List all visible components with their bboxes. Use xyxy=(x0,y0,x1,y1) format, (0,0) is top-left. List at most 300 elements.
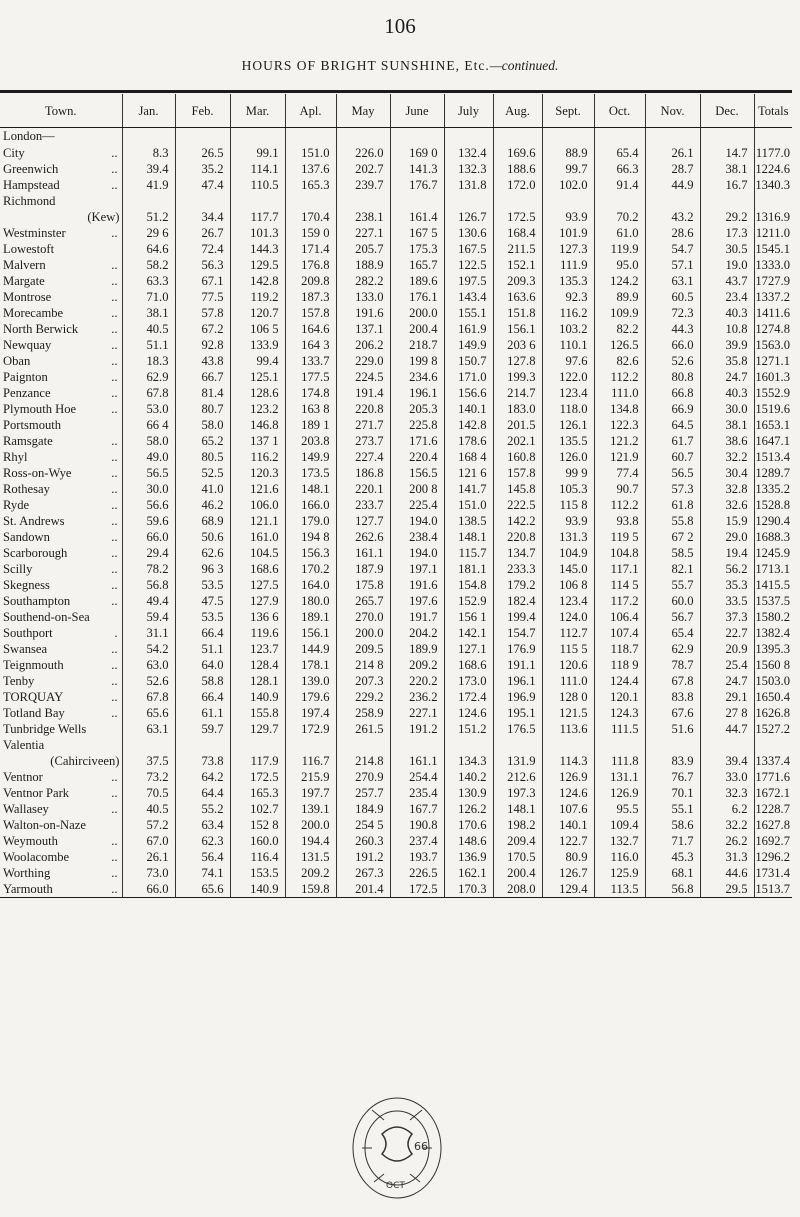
leader-dots: .. xyxy=(111,769,118,784)
month-cell: 73.0 xyxy=(122,865,175,881)
column-header: Totals xyxy=(754,94,792,128)
town-name: Penzance xyxy=(3,385,51,400)
month-cell: 58.0 xyxy=(122,433,175,449)
month-cell xyxy=(122,737,175,753)
table-row xyxy=(0,369,792,385)
town-name: Ventnor Park xyxy=(3,785,70,800)
month-cell: 120.6 xyxy=(542,657,594,673)
month-cell: 10.8 xyxy=(700,321,754,337)
town-name: Greenwich xyxy=(3,161,59,176)
month-cell: 24.7 xyxy=(700,673,754,689)
month-cell: 133.9 xyxy=(230,337,285,353)
month-cell: 237.4 xyxy=(390,833,444,849)
empty-cell xyxy=(493,128,542,145)
month-cell: 66.4 xyxy=(175,689,230,705)
month-cell: 202.7 xyxy=(336,161,390,177)
town-cell xyxy=(0,145,122,161)
town-name: Weymouth xyxy=(3,833,58,848)
month-cell: 133.7 xyxy=(285,353,336,369)
month-cell: 126.0 xyxy=(542,449,594,465)
town-cell xyxy=(0,817,122,833)
month-cell: 82.2 xyxy=(594,321,645,337)
month-cell: 123.4 xyxy=(542,593,594,609)
town-name: Tunbridge Wells xyxy=(3,721,87,736)
leader-dots: .. xyxy=(111,801,118,816)
table-row xyxy=(0,513,792,529)
month-cell: 200.4 xyxy=(493,865,542,881)
month-cell: 56.8 xyxy=(645,881,700,897)
town-cell xyxy=(0,321,122,337)
month-cell: 55.1 xyxy=(645,801,700,817)
month-cell: 161.1 xyxy=(336,545,390,561)
town-name: Valentia xyxy=(3,737,45,752)
month-cell: 71.7 xyxy=(645,833,700,849)
month-cell xyxy=(594,737,645,753)
month-cell: 80.7 xyxy=(175,401,230,417)
month-cell: 145.0 xyxy=(542,561,594,577)
month-cell: 199.4 xyxy=(493,609,542,625)
month-cell: 142.2 xyxy=(493,513,542,529)
month-cell: 62.9 xyxy=(645,641,700,657)
month-cell: 197.1 xyxy=(390,561,444,577)
month-cell: 26.7 xyxy=(175,225,230,241)
total-cell: 1713.1 xyxy=(755,561,790,576)
month-cell xyxy=(230,193,285,209)
month-cell: 214.8 xyxy=(336,753,390,769)
leader-dots: .. xyxy=(111,497,118,512)
month-cell: 200 8 xyxy=(390,481,444,497)
month-cell: 118 9 xyxy=(594,657,645,673)
town-name: Southport xyxy=(3,625,53,640)
month-cell: 140.1 xyxy=(444,401,493,417)
total-cell xyxy=(754,193,792,209)
month-cell: 168 4 xyxy=(444,449,493,465)
month-cell: 220.2 xyxy=(390,673,444,689)
town-name: Malvern xyxy=(3,257,46,272)
total-cell: 1528.8 xyxy=(755,497,790,512)
month-cell: 238.1 xyxy=(336,209,390,225)
total-cell xyxy=(754,737,792,753)
month-cell: 49.0 xyxy=(122,449,175,465)
month-cell: 153.5 xyxy=(230,865,285,881)
month-cell: 182.4 xyxy=(493,593,542,609)
table-row xyxy=(0,657,792,673)
total-cell: 1211.0 xyxy=(755,225,790,240)
month-cell: 28.7 xyxy=(645,161,700,177)
month-cell: 56.6 xyxy=(122,497,175,513)
month-cell: 102.7 xyxy=(230,801,285,817)
leader-dots: .. xyxy=(111,289,118,304)
month-cell: 58.2 xyxy=(122,257,175,273)
town-cell xyxy=(0,785,122,801)
leader-dots: .. xyxy=(111,785,118,800)
total-cell: 1537.5 xyxy=(755,593,790,608)
month-cell: 56.2 xyxy=(700,561,754,577)
town-name: (Cahirciveen) xyxy=(50,753,120,768)
month-cell: 73.8 xyxy=(175,753,230,769)
month-cell: 61.0 xyxy=(594,225,645,241)
month-cell: 32.3 xyxy=(700,785,754,801)
table-row xyxy=(0,561,792,577)
month-cell: 80.5 xyxy=(175,449,230,465)
month-cell: 47.5 xyxy=(175,593,230,609)
month-cell: 76.7 xyxy=(645,769,700,785)
town-cell xyxy=(0,177,122,193)
empty-cell xyxy=(175,128,230,145)
month-cell: 14.7 xyxy=(700,145,754,161)
month-cell: 60.0 xyxy=(645,593,700,609)
month-cell: 117.2 xyxy=(594,593,645,609)
month-cell: 189.9 xyxy=(390,641,444,657)
table-row xyxy=(0,193,792,209)
town-cell xyxy=(0,593,122,609)
month-cell: 127.3 xyxy=(542,241,594,257)
column-header: May xyxy=(336,94,390,128)
total-cell: 1289.7 xyxy=(755,465,790,480)
month-cell: 68.1 xyxy=(645,865,700,881)
leader-dots: .. xyxy=(111,273,118,288)
month-cell: 265.7 xyxy=(336,593,390,609)
month-cell: 64.2 xyxy=(175,769,230,785)
month-cell: 128.6 xyxy=(230,385,285,401)
leader-dots: .. xyxy=(111,513,118,528)
month-cell: 172.5 xyxy=(390,881,444,897)
month-cell: 17.3 xyxy=(700,225,754,241)
month-cell: 191.1 xyxy=(493,657,542,673)
month-cell: 161.1 xyxy=(390,753,444,769)
total-cell: 1545.1 xyxy=(755,241,790,256)
month-cell: 61.8 xyxy=(645,497,700,513)
month-cell: 126.2 xyxy=(444,801,493,817)
month-cell: 170.5 xyxy=(493,849,542,865)
month-cell: 186.8 xyxy=(336,465,390,481)
month-cell: 80.8 xyxy=(645,369,700,385)
month-cell: 91.4 xyxy=(594,177,645,193)
month-cell: 116.2 xyxy=(230,449,285,465)
month-cell: 239.7 xyxy=(336,177,390,193)
month-cell: 204.2 xyxy=(390,625,444,641)
table-row xyxy=(0,641,792,657)
total-cell: 1503.0 xyxy=(755,673,790,688)
month-cell: 140.9 xyxy=(230,881,285,897)
month-cell: 67 2 xyxy=(645,529,700,545)
table-row xyxy=(0,577,792,593)
month-cell: 131.9 xyxy=(493,753,542,769)
month-cell: 104.5 xyxy=(230,545,285,561)
month-cell: 273.7 xyxy=(336,433,390,449)
town-name: Portsmouth xyxy=(3,417,62,432)
table-row xyxy=(0,625,792,641)
total-cell: 1692.7 xyxy=(755,833,790,848)
column-header: Feb. xyxy=(175,94,230,128)
month-cell: 189 1 xyxy=(285,417,336,433)
month-cell: 64.0 xyxy=(175,657,230,673)
town-name: Rothesay xyxy=(3,481,50,496)
month-cell: 187.9 xyxy=(336,561,390,577)
month-cell: 209.3 xyxy=(493,273,542,289)
library-stamp xyxy=(342,1090,452,1204)
header-row xyxy=(0,94,792,128)
month-cell: 65.6 xyxy=(175,881,230,897)
month-cell: 38.1 xyxy=(122,305,175,321)
month-cell: 39.4 xyxy=(700,753,754,769)
empty-cell xyxy=(645,128,700,145)
month-cell: 199.3 xyxy=(493,369,542,385)
month-cell: 270.0 xyxy=(336,609,390,625)
empty-cell xyxy=(700,128,754,145)
month-cell: 121 6 xyxy=(444,465,493,481)
month-cell: 199 8 xyxy=(390,353,444,369)
month-cell: 120.7 xyxy=(230,305,285,321)
month-cell: 188.9 xyxy=(336,257,390,273)
table-row xyxy=(0,801,792,817)
month-cell: 176.1 xyxy=(390,289,444,305)
month-cell: 56.4 xyxy=(175,849,230,865)
table-row xyxy=(0,417,792,433)
month-cell: 65.6 xyxy=(122,705,175,721)
month-cell: 214.7 xyxy=(493,385,542,401)
month-cell: 176.7 xyxy=(390,177,444,193)
month-cell: 191.4 xyxy=(336,385,390,401)
month-cell: 260.3 xyxy=(336,833,390,849)
month-cell: 53.5 xyxy=(175,577,230,593)
month-cell: 159 0 xyxy=(285,225,336,241)
town-cell xyxy=(0,705,122,721)
month-cell: 34.4 xyxy=(175,209,230,225)
month-cell: 262.6 xyxy=(336,529,390,545)
month-cell: 156.3 xyxy=(285,545,336,561)
column-header: Oct. xyxy=(594,94,645,128)
leader-dots: .. xyxy=(111,465,118,480)
month-cell: 33.5 xyxy=(700,593,754,609)
total-cell: 1337.4 xyxy=(755,753,790,768)
month-cell: 57.3 xyxy=(645,481,700,497)
month-cell: 67.2 xyxy=(175,321,230,337)
town-name: Wallasey xyxy=(3,801,49,816)
month-cell: 64.6 xyxy=(122,241,175,257)
town-name: Southampton xyxy=(3,593,71,608)
month-cell: 156.5 xyxy=(390,465,444,481)
total-cell: 1411.6 xyxy=(755,305,790,320)
month-cell: 172.4 xyxy=(444,689,493,705)
month-cell xyxy=(444,193,493,209)
month-cell: 40.3 xyxy=(700,305,754,321)
month-cell: 222.5 xyxy=(493,497,542,513)
leader-dots: .. xyxy=(111,577,118,592)
table-row xyxy=(0,401,792,417)
town-cell xyxy=(0,257,122,273)
empty-cell xyxy=(285,128,336,145)
month-cell: 200.0 xyxy=(336,625,390,641)
month-cell: 224.5 xyxy=(336,369,390,385)
month-cell: 63.4 xyxy=(175,817,230,833)
month-cell: 116.4 xyxy=(230,849,285,865)
month-cell: 191.6 xyxy=(336,305,390,321)
leader-dots: .. xyxy=(111,321,118,336)
month-cell: 119.9 xyxy=(594,241,645,257)
month-cell: 67.1 xyxy=(175,273,230,289)
month-cell: 26.5 xyxy=(175,145,230,161)
empty-cell xyxy=(230,128,285,145)
month-cell: 77.4 xyxy=(594,465,645,481)
leader-dots: .. xyxy=(111,561,118,576)
month-cell: 181.1 xyxy=(444,561,493,577)
month-cell: 90.7 xyxy=(594,481,645,497)
month-cell: 57.8 xyxy=(175,305,230,321)
town-cell xyxy=(0,673,122,689)
month-cell: 203.8 xyxy=(285,433,336,449)
month-cell: 148.6 xyxy=(444,833,493,849)
table-row xyxy=(0,881,792,897)
month-cell: 132.3 xyxy=(444,161,493,177)
column-header: Town. xyxy=(44,103,77,118)
month-cell: 126.5 xyxy=(594,337,645,353)
month-cell: 44.6 xyxy=(700,865,754,881)
month-cell: 55.8 xyxy=(645,513,700,529)
month-cell: 215.9 xyxy=(285,769,336,785)
month-cell: 133.0 xyxy=(336,289,390,305)
month-cell: 148.1 xyxy=(285,481,336,497)
month-cell: 19.0 xyxy=(700,257,754,273)
leader-dots: . xyxy=(114,625,118,640)
month-cell: 29.4 xyxy=(122,545,175,561)
month-cell: 116.0 xyxy=(594,849,645,865)
month-cell: 128.1 xyxy=(230,673,285,689)
month-cell: 123.7 xyxy=(230,641,285,657)
month-cell: 148.1 xyxy=(493,801,542,817)
month-cell: 64.4 xyxy=(175,785,230,801)
month-cell: 161.9 xyxy=(444,321,493,337)
table-row xyxy=(0,529,792,545)
month-cell: 124.6 xyxy=(444,705,493,721)
month-cell xyxy=(230,737,285,753)
month-cell: 172.0 xyxy=(493,177,542,193)
month-cell: 28.6 xyxy=(645,225,700,241)
town-name: St. Andrews xyxy=(3,513,65,528)
month-cell: 170.3 xyxy=(444,881,493,897)
month-cell: 67.6 xyxy=(645,705,700,721)
month-cell: 82.6 xyxy=(594,353,645,369)
month-cell: 113.6 xyxy=(542,721,594,737)
town-name: Swansea xyxy=(3,641,48,656)
month-cell: 72.3 xyxy=(645,305,700,321)
month-cell: 163.6 xyxy=(493,289,542,305)
month-cell: 163 8 xyxy=(285,401,336,417)
month-cell: 80.9 xyxy=(542,849,594,865)
month-cell: 116.7 xyxy=(285,753,336,769)
month-cell: 67.8 xyxy=(122,385,175,401)
month-cell: 152.1 xyxy=(493,257,542,273)
heading-continued: —continued. xyxy=(489,58,559,73)
month-cell: 138.5 xyxy=(444,513,493,529)
table-row xyxy=(0,337,792,353)
month-cell: 119.6 xyxy=(230,625,285,641)
column-header: Aug. xyxy=(493,94,542,128)
month-cell: 235.4 xyxy=(390,785,444,801)
month-cell: 179.0 xyxy=(285,513,336,529)
month-cell: 115.7 xyxy=(444,545,493,561)
month-cell: 106.0 xyxy=(230,497,285,513)
month-cell: 67.8 xyxy=(645,673,700,689)
month-cell: 62.3 xyxy=(175,833,230,849)
month-cell: 8.3 xyxy=(122,145,175,161)
town-name: Richmond xyxy=(3,193,56,208)
town-name: Ramsgate xyxy=(3,433,53,448)
month-cell: 257.7 xyxy=(336,785,390,801)
month-cell: 184.9 xyxy=(336,801,390,817)
month-cell: 236.2 xyxy=(390,689,444,705)
town-cell xyxy=(0,529,122,545)
town-cell xyxy=(0,849,122,865)
month-cell: 197.5 xyxy=(444,273,493,289)
month-cell: 66.4 xyxy=(175,625,230,641)
month-cell: 194.0 xyxy=(390,545,444,561)
month-cell: 30.4 xyxy=(700,465,754,481)
month-cell: 196.9 xyxy=(493,689,542,705)
month-cell: 19.4 xyxy=(700,545,754,561)
town-name: Ventnor xyxy=(3,769,43,784)
leader-dots: .. xyxy=(111,225,118,240)
table-row xyxy=(0,817,792,833)
month-cell: 55.2 xyxy=(175,801,230,817)
month-cell: 51.1 xyxy=(122,337,175,353)
month-cell: 190.8 xyxy=(390,817,444,833)
table-row xyxy=(0,209,792,225)
table-row xyxy=(0,161,792,177)
month-cell: 191.7 xyxy=(390,609,444,625)
month-cell: 119 5 xyxy=(594,529,645,545)
month-cell: 63.3 xyxy=(122,273,175,289)
town-cell xyxy=(0,737,122,753)
month-cell: 43.2 xyxy=(645,209,700,225)
month-cell: 114.1 xyxy=(230,161,285,177)
month-cell: 127.5 xyxy=(230,577,285,593)
total-cell: 1335.2 xyxy=(755,481,790,496)
month-cell: 40.3 xyxy=(700,385,754,401)
month-cell: 62.6 xyxy=(175,545,230,561)
month-cell: 132.7 xyxy=(594,833,645,849)
total-cell: 1688.3 xyxy=(755,529,790,544)
month-cell: 124.6 xyxy=(542,785,594,801)
town-name: Scarborough xyxy=(3,545,68,560)
month-cell: 67.8 xyxy=(122,689,175,705)
month-cell: 175.3 xyxy=(390,241,444,257)
month-cell: 83.9 xyxy=(645,753,700,769)
month-cell: 164.6 xyxy=(285,321,336,337)
month-cell: 156 1 xyxy=(444,609,493,625)
month-cell: 107.4 xyxy=(594,625,645,641)
town-name: Walton-on-Naze xyxy=(3,817,86,832)
month-cell: 56.3 xyxy=(175,257,230,273)
month-cell: 89.9 xyxy=(594,289,645,305)
month-cell xyxy=(444,737,493,753)
month-cell: 81.4 xyxy=(175,385,230,401)
month-cell: 188.6 xyxy=(493,161,542,177)
town-name: (Kew) xyxy=(87,209,120,224)
town-name: Lowestoft xyxy=(3,241,55,256)
month-cell: 135.5 xyxy=(542,433,594,449)
header-rule xyxy=(0,127,792,128)
month-cell: 156.1 xyxy=(285,625,336,641)
total-cell: 1580.2 xyxy=(755,609,790,624)
table-row xyxy=(0,753,792,769)
month-cell: 198.2 xyxy=(493,817,542,833)
month-cell: 156.6 xyxy=(444,385,493,401)
leader-dots: .. xyxy=(111,257,118,272)
month-cell: 161.0 xyxy=(230,529,285,545)
month-cell: 157.8 xyxy=(285,305,336,321)
month-cell: 61.1 xyxy=(175,705,230,721)
